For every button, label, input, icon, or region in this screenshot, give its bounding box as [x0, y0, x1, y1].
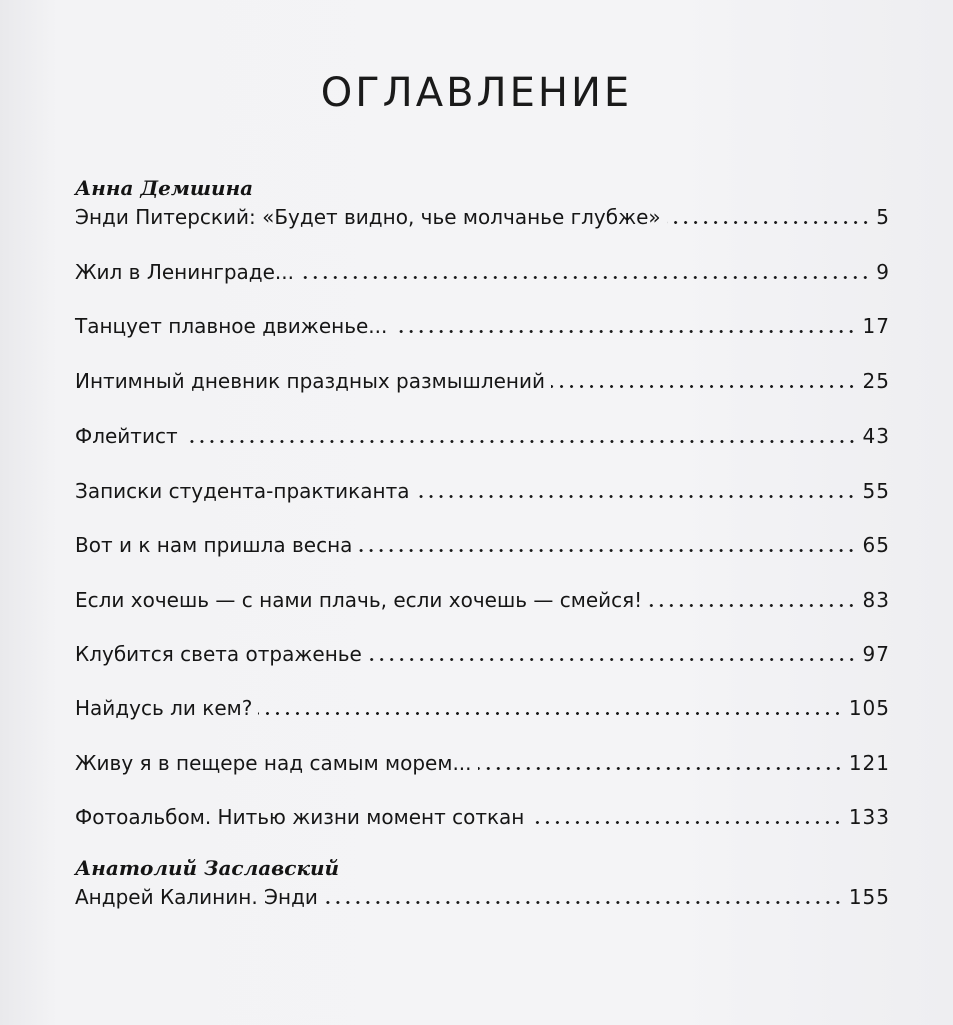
toc-entry-title: Андрей Калинин. Энди	[75, 885, 318, 909]
dot-leader	[358, 549, 856, 552]
toc-entry	[75, 583, 890, 613]
dot-leader	[415, 495, 856, 498]
toc-entry-page: 5	[876, 205, 890, 229]
toc-entry-title: Клубится света отраженье	[75, 642, 362, 666]
toc-entry-title: Живу я в пещере над самым морем...	[75, 751, 472, 775]
dot-leader	[530, 821, 842, 824]
dot-leader	[300, 276, 870, 279]
toc-entry-title: Найдусь ли кем?	[75, 696, 253, 720]
toc-entry	[75, 474, 890, 504]
toc-entry	[75, 746, 890, 776]
toc-entry-page: 105	[848, 696, 890, 720]
dot-leader	[324, 901, 843, 904]
toc-entry-page: 17	[862, 314, 890, 338]
page-title: ОГЛАВЛЕНИЕ	[320, 70, 633, 116]
toc-entry-title: Жил в Ленинграде...	[75, 260, 294, 284]
dot-leader	[478, 767, 843, 770]
toc-entry-page: 65	[862, 533, 890, 557]
toc-entry	[75, 364, 890, 394]
toc-entry	[75, 528, 890, 558]
toc-entry	[75, 309, 890, 339]
toc-entry-page: 55	[862, 479, 890, 503]
toc-entry-title: Вот и к нам пришла весна	[75, 533, 353, 557]
toc-entry	[75, 880, 890, 910]
toc-entry-title: Фотоальбом. Нитью жизни момент соткан	[75, 805, 525, 829]
toc-entry-page: 83	[862, 588, 890, 612]
toc-entry-title: Энди Питерский: «Будет видно, чье молчанье глубже»	[75, 205, 661, 229]
toc-entry-title: Танцует плавное движенье...	[75, 314, 388, 338]
toc-entry-page: 133	[848, 805, 890, 829]
toc-entry-page: 9	[876, 260, 890, 284]
toc-entry-page: 97	[862, 642, 890, 666]
toc-entry	[75, 637, 890, 667]
toc-entry	[75, 200, 890, 230]
dot-leader	[648, 604, 856, 607]
toc-entry-title: Если хочешь — с нами плачь, если хочешь — смейся!	[75, 588, 643, 612]
toc-entry	[75, 255, 890, 285]
toc-entry-page: 121	[848, 751, 890, 775]
dot-leader	[393, 330, 856, 333]
author-heading: Анна Демшина	[75, 176, 254, 200]
dot-leader	[184, 440, 857, 443]
toc-entry-title: Интимный дневник праздных размышлений	[75, 369, 545, 393]
toc-entry	[75, 691, 890, 721]
dot-leader	[551, 385, 857, 388]
toc-entry-page: 43	[862, 424, 890, 448]
toc-entry-page: 25	[862, 369, 890, 393]
toc-entry-title: Флейтист	[75, 424, 178, 448]
toc-entry-page: 155	[848, 885, 890, 909]
toc-entry	[75, 419, 890, 449]
dot-leader	[258, 712, 842, 715]
dot-leader	[667, 221, 871, 224]
dot-leader	[368, 658, 857, 661]
author-heading: Анатолий Заславский	[75, 856, 340, 880]
toc-entry	[75, 800, 890, 830]
toc-entry-title: Записки студента-практиканта	[75, 479, 410, 503]
